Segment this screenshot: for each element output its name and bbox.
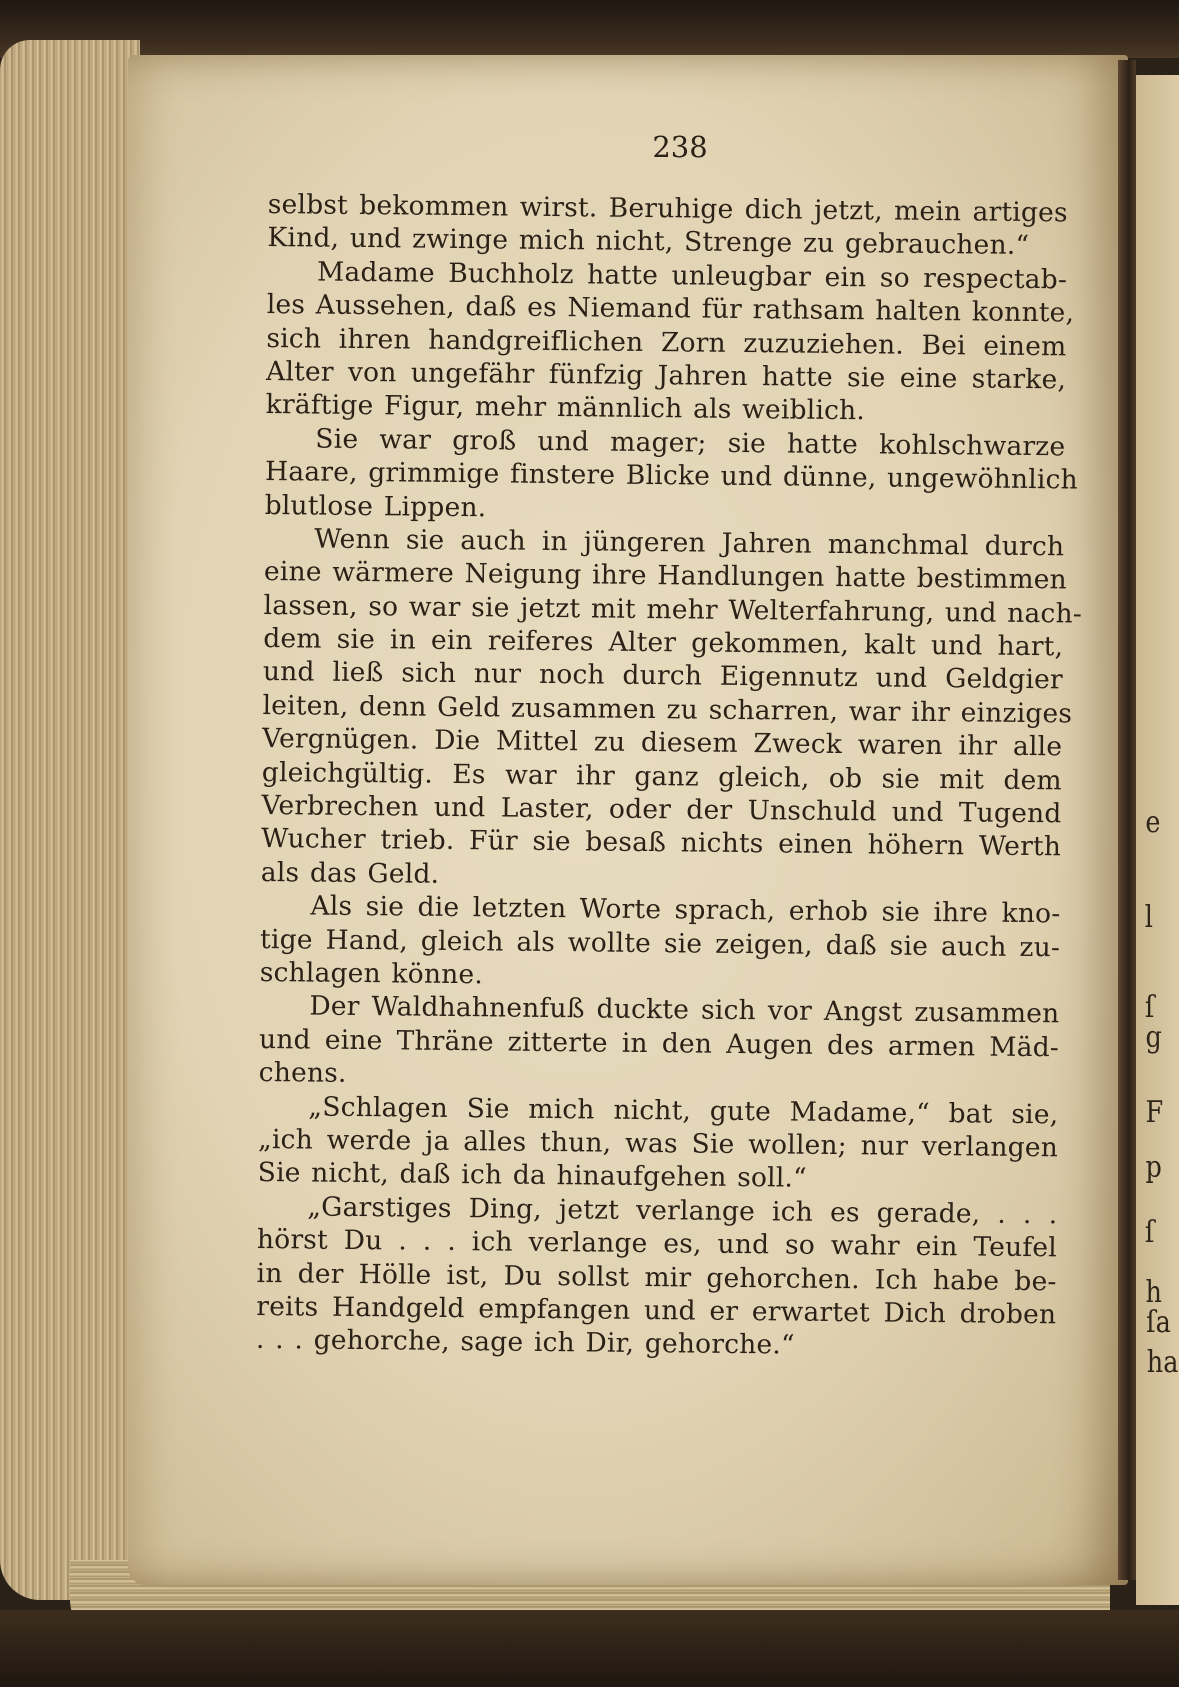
text-line: Kind, und zwinge mich nicht, Strenge zu gebrauchen.“ <box>267 222 1030 262</box>
text-line: schlagen könne. <box>259 956 484 991</box>
text-line: hörst Du . . . ich verlange es, und so wahr ein Teufel <box>256 1224 1058 1264</box>
facing-page-fragment: l <box>1144 900 1153 935</box>
text-line: lassen, so war sie jetzt mit mehr Welterfahrung, und nach- <box>263 589 1083 630</box>
facing-page-fragment: ſ <box>1144 990 1155 1025</box>
text-line: kräftige Figur, mehr männlich als weiblich. <box>265 389 866 427</box>
page-number: 238 <box>652 130 708 164</box>
facing-page-fragment: h <box>1145 1275 1162 1310</box>
text-line: reits Handgeld empfangen und er erwartet Dich droben <box>256 1290 1057 1331</box>
text-line: als das Geld. <box>260 856 440 890</box>
text-line: „ich werde ja alles thun, was Sie wollen; nur verlangen <box>257 1123 1059 1164</box>
facing-page-fragment: g <box>1145 1020 1162 1055</box>
facing-page-fragment: ſa <box>1146 1305 1171 1340</box>
text-line: Haare, grimmige finstere Blicke und dünne, ungewöhnlich <box>264 456 1079 496</box>
text-line: . . . gehorche, sage ich Dir, gehorche.“ <box>255 1324 795 1361</box>
facing-page-fragment: F <box>1145 1095 1164 1130</box>
text-line: „Garstiges Ding, jetzt verlange ich es gerade, . . . <box>307 1191 1058 1231</box>
text-line: und ließ sich nur noch durch Eigennutz und Geldgier <box>262 656 1064 696</box>
facing-page-fragment: ſ <box>1144 1215 1155 1250</box>
facing-page-edge <box>1136 75 1179 1605</box>
text-line: leiten, denn Geld zusammen zu scharren, war ihr einziges <box>262 689 1073 730</box>
text-line: selbst bekommen wirst. Beruhige dich jetzt, mein artiges <box>267 188 1068 229</box>
page-text <box>255 188 1083 1365</box>
text-line: eine wärmere Neigung ihre Handlungen hatte bestimmen <box>263 556 1068 596</box>
text-line: Sie nicht, daß ich da hinaufgehen soll.“ <box>257 1157 808 1195</box>
text-line: chens. <box>258 1057 347 1090</box>
text-line: Der Waldhahnenfuß duckte sich vor Angst zusammen <box>309 990 1060 1030</box>
text-line: sich ihren handgreiflichen Zorn zuzuziehen. Bei einem <box>266 322 1067 362</box>
text-line: tige Hand, gleich als wollte sie zeigen, daß sie auch zu- <box>259 923 1061 963</box>
text-line: „Schlagen Sie mich nicht, gute Madame,“ bat sie, <box>308 1091 1059 1130</box>
text-line: und eine Thräne zitterte in den Augen des armen Mäd- <box>258 1023 1060 1064</box>
text-line: Sie war groß und mager; sie hatte kohlschwarze <box>315 423 1066 463</box>
text-line: les Aussehen, daß es Niemand für rathsam halten konnte, <box>266 289 1075 329</box>
book-cover-top <box>0 0 1179 58</box>
book-cover-bottom <box>0 1610 1179 1687</box>
facing-page-fragment: p <box>1145 1150 1162 1185</box>
text-line: gleichgültig. Es war ihr ganz gleich, ob sie mit dem <box>261 756 1063 796</box>
text-line: in der Hölle ist, Du sollst mir gehorchen. Ich habe be- <box>256 1257 1057 1297</box>
text-line: Wucher trieb. Für sie besaß nichts einen höhern Werth <box>261 823 1062 863</box>
text-line: Wenn sie auch in jüngeren Jahren manchmal durch <box>314 523 1065 563</box>
page-edges-left <box>0 40 140 1600</box>
facing-page-fragment: ha <box>1146 1345 1179 1380</box>
text-line: dem sie in ein reiferes Alter gekommen, kalt und hart, <box>263 623 1064 663</box>
text-line: Vergnügen. Die Mittel zu diesem Zweck waren ihr alle <box>262 723 1063 763</box>
text-line: Madame Buchholz hatte unleugbar ein so respectab- <box>316 256 1068 296</box>
text-line: blutlose Lippen. <box>264 489 487 523</box>
text-line: Als sie die letzten Worte sprach, erhob sie ihre kno- <box>310 890 1061 930</box>
text-line: Verbrechen und Laster, oder der Unschuld und Tugend <box>261 789 1062 830</box>
facing-page-fragment: e <box>1145 805 1161 840</box>
text-line: Alter von ungefähr fünfzig Jahren hatte sie eine starke, <box>265 355 1067 396</box>
book-gutter <box>1118 60 1136 1580</box>
